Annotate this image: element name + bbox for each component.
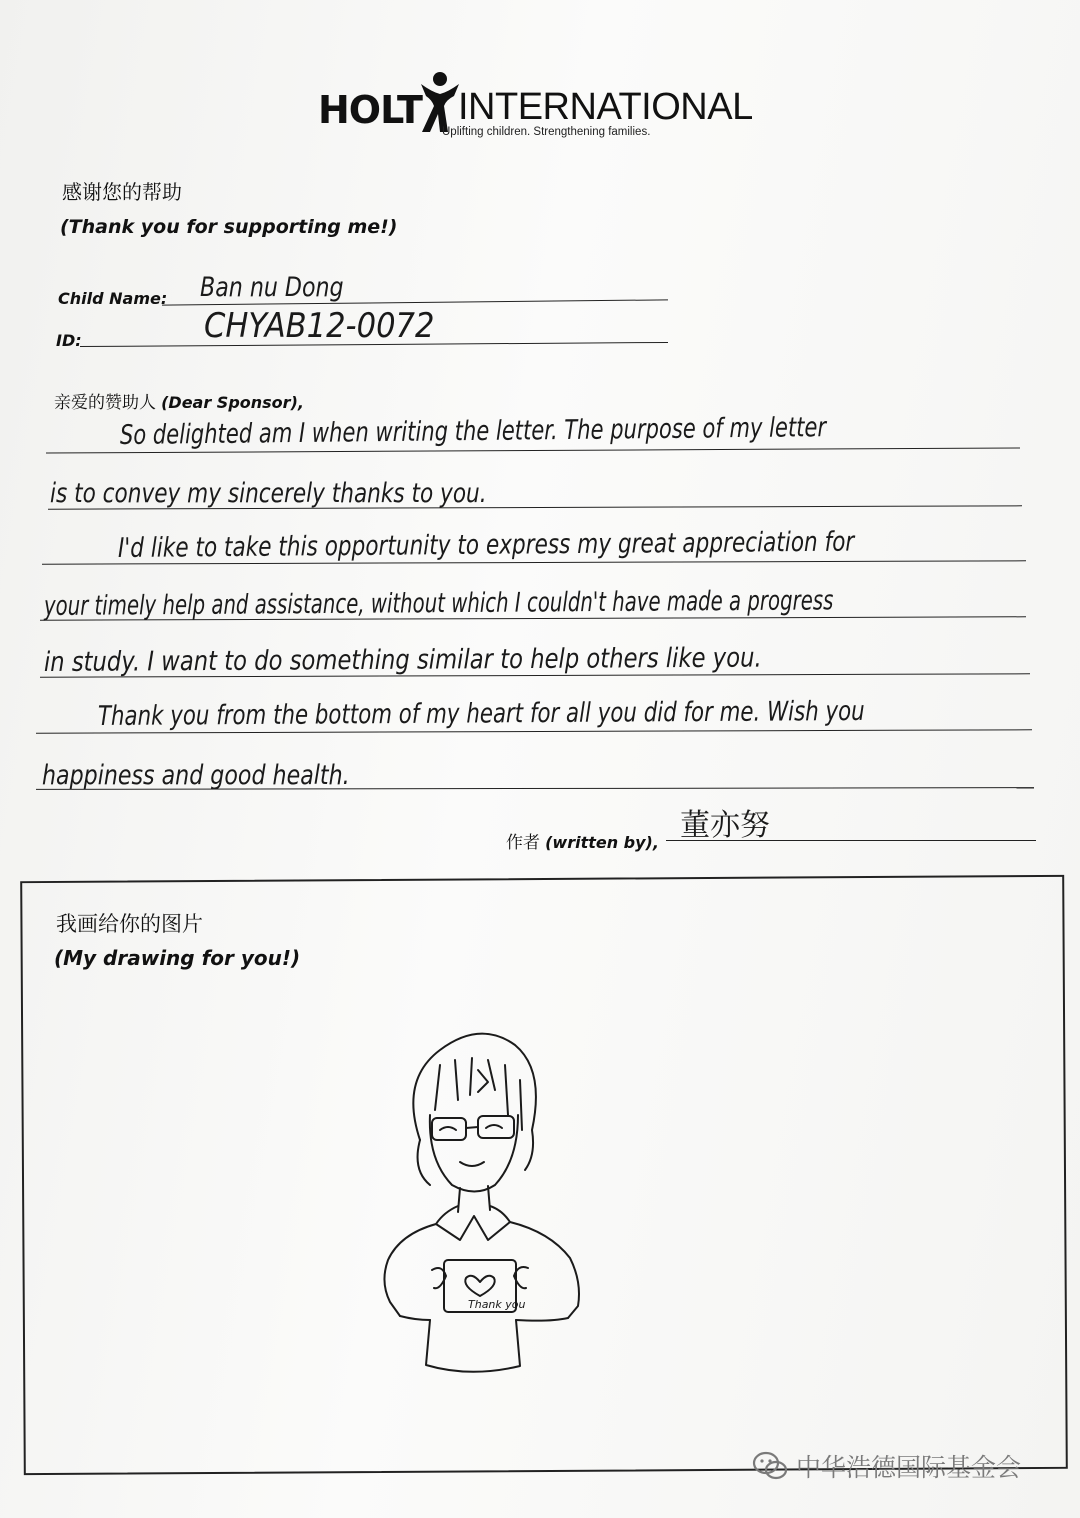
signature-label-cn: 作者: [506, 833, 540, 853]
logo-international-text: INTERNATIONAL: [458, 86, 753, 128]
letter-line: So delighted am I when writing the letter. The purpose of my letter: [119, 412, 827, 451]
salutation-cn: 亲爱的赞助人: [54, 393, 156, 413]
title-cn: 感谢您的帮助: [62, 180, 182, 204]
drawing-title-cn: 我画给你的图片: [56, 912, 203, 936]
salutation: [54, 388, 304, 413]
logo-holt-text: HOLT: [318, 88, 422, 132]
signature-label: [506, 828, 659, 853]
wechat-icon: [752, 1451, 788, 1481]
jumping-child-icon: [418, 70, 462, 134]
child-name-label: Child Name:: [58, 289, 168, 308]
signature-label-en: (written by),: [545, 833, 659, 852]
letter-line: Thank you from the bottom of my heart for all you did for me. Wish you: [97, 695, 865, 732]
letter-line: in study. I want to do something similar to help others like you.: [43, 642, 762, 678]
drawing-title-en: (My drawing for you!): [54, 946, 301, 970]
watermark-text: 中华浩德国际基金会: [796, 1453, 1022, 1482]
id-value: CHYAB12-0072: [204, 306, 435, 346]
letter-line: happiness and good health.: [42, 760, 350, 791]
child-name-value: Ban nu Dong: [200, 272, 344, 303]
letter-line: I'd like to take this opportunity to express my great appreciation for: [117, 526, 855, 564]
letter-line: your timely help and assistance, without which I couldn't have made a progress: [43, 585, 834, 622]
salutation-en: (Dear Sponsor),: [161, 393, 304, 412]
letter-line: is to convey my sincerely thanks to you.: [50, 478, 487, 509]
watermark: [752, 1448, 1021, 1484]
signature-name: 董亦努: [680, 808, 770, 843]
card-text: Thank you: [468, 1298, 526, 1311]
holt-logo: [318, 70, 758, 140]
child-drawing: [360, 1020, 620, 1380]
title-en: (Thank you for supporting me!): [60, 216, 398, 238]
logo-tagline: Uplifting children. Strengthening families.: [442, 126, 651, 138]
signature-line: [666, 840, 1036, 841]
id-label: ID:: [56, 331, 82, 350]
